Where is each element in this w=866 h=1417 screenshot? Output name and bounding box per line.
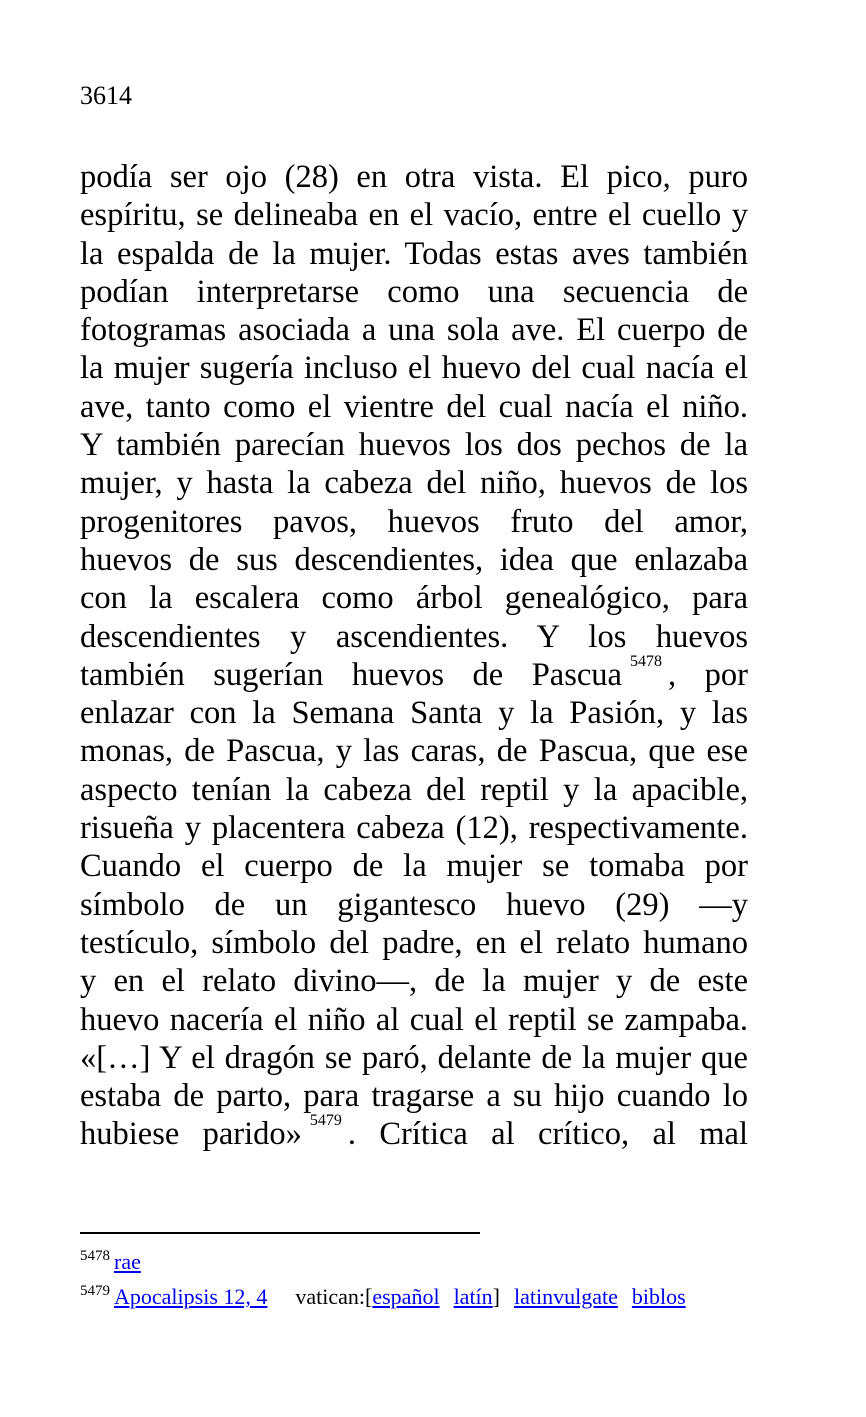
text-line: con la escalera como árbol genealógico, para	[80, 580, 748, 617]
text-segment: . Crítica al crítico, al mal	[347, 1116, 748, 1153]
vatican-suffix: ]	[492, 1284, 500, 1309]
text-line: y en el relato divino—, de la mujer y de este	[80, 963, 748, 1000]
footnote-link-apocalipsis[interactable]: Apocalipsis 12, 4	[114, 1284, 268, 1309]
text-line: podía ser ojo (28) en otra vista. El pico, puro	[80, 159, 748, 195]
text-line: Y también parecían huevos los dos pechos de la	[80, 427, 748, 464]
footnote-link-espanol[interactable]: español	[372, 1284, 440, 1309]
body-text	[80, 158, 748, 1154]
text-line: espíritu, se delineaba en el vacío, entre el cuello y	[80, 197, 748, 234]
footnote-ref-5478: 5478	[629, 652, 662, 670]
text-line: estaba de parto, para tragarse a su hijo cuando lo	[80, 1078, 748, 1115]
text-line: risueña y placentera cabeza (12), respectivamente.	[80, 810, 748, 847]
text-segment: hubiese parido»	[80, 1116, 302, 1153]
text-line: mujer, y hasta la cabeza del niño, huevos de los	[80, 465, 748, 502]
text-line-with-ref	[80, 1112, 748, 1153]
footnote-link-latin[interactable]: latín	[453, 1284, 493, 1309]
text-segment: , por	[667, 656, 748, 693]
footnote-ref-5479: 5479	[309, 1112, 342, 1130]
footnote-link-biblos[interactable]: biblos	[631, 1284, 686, 1309]
text-line: aspecto tenían la cabeza del reptil y la apacible,	[80, 771, 748, 808]
page-number: 3614	[80, 81, 132, 110]
text-line: huevos de sus descendientes, idea que enlazaba	[80, 541, 748, 578]
text-line: «[…] Y el dragón se paró, delante de la mujer que	[80, 1039, 748, 1076]
footnotes	[80, 1246, 780, 1316]
text-line: fotogramas asociada a una sola ave. El cuerpo de	[80, 312, 748, 349]
text-line: huevo nacería el niño al cual el reptil se zampaba.	[80, 1001, 748, 1038]
text-line: ave, tanto como el vientre del cual nacía el niño.	[80, 388, 748, 425]
footnote-divider	[80, 1232, 480, 1234]
text-segment: también sugerían huevos de Pascua	[80, 656, 622, 693]
text-line: enlazar con la Semana Santa y la Pasión, y las	[80, 695, 748, 732]
footnote-number: 5478	[80, 1248, 110, 1264]
text-line: podían interpretarse como una secuencia de	[80, 273, 748, 310]
footnote-number: 5479	[80, 1283, 110, 1299]
vatican-prefix: vatican:[	[295, 1284, 373, 1309]
text-line: descendientes y ascendientes. Y los huevos	[80, 618, 748, 655]
footnote-link-rae[interactable]: rae	[114, 1249, 141, 1274]
footnote-link-latinvulgate[interactable]: latinvulgate	[514, 1284, 618, 1309]
text-line: monas, de Pascua, y las caras, de Pascua, que ese	[80, 733, 748, 770]
text-line: la mujer sugería incluso el huevo del cual nacía el	[80, 350, 748, 387]
text-line-with-ref	[80, 652, 748, 694]
text-line: la espalda de la mujer. Todas estas aves también	[80, 235, 748, 272]
footnote-5479	[80, 1281, 780, 1316]
footnote-5478	[80, 1246, 780, 1281]
text-line: Cuando el cuerpo de la mujer se tomaba por	[80, 848, 748, 885]
text-line: progenitores pavos, huevos fruto del amor,	[80, 503, 748, 540]
text-line: testículo, símbolo del padre, en el relato humano	[80, 924, 748, 961]
text-line: símbolo de un gigantesco huevo (29) —y	[80, 886, 748, 923]
